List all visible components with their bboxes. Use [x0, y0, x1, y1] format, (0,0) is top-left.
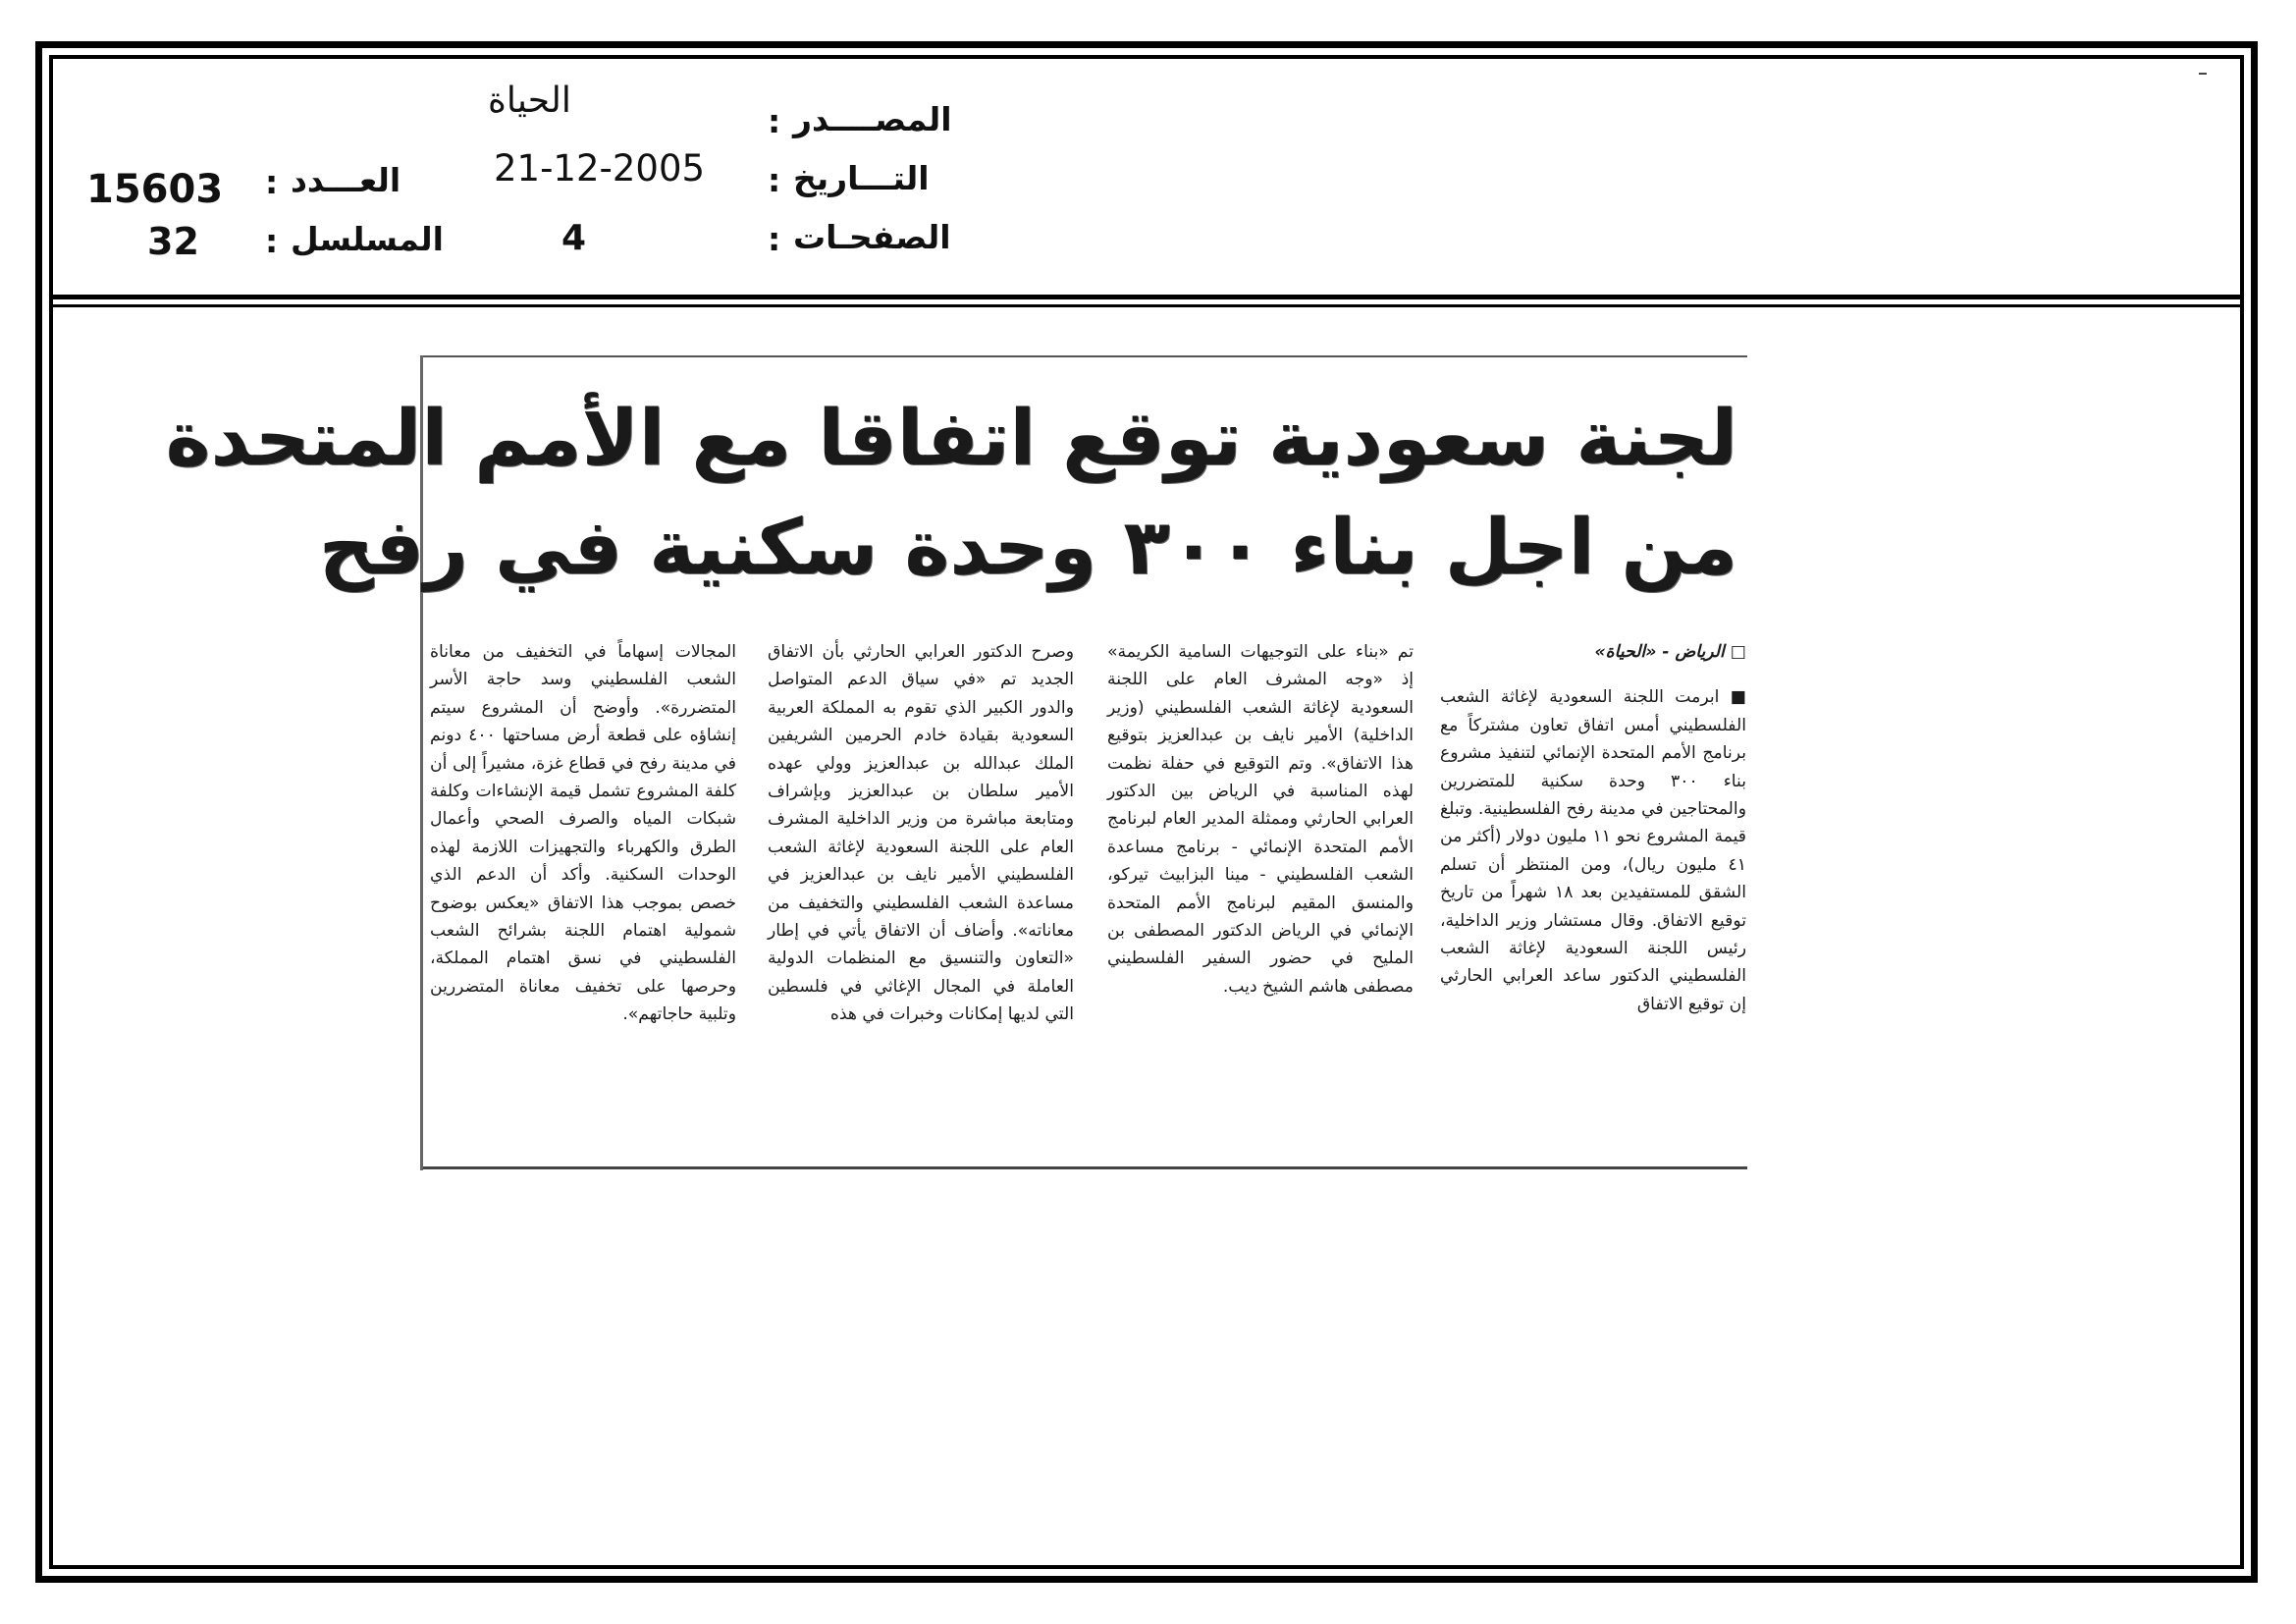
issue-colon: :	[265, 163, 279, 201]
article-column-3: وصرح الدكتور العرابي الحارثي بأن الاتفاق الجديد تم «في سياق الدعم المتواصل والدور الكبير الذي تقوم به المملكة العربية السعودية بقيادة خادم الحرمين الشريفين الملك عبدالله بن عبدالعزيز وولي عهده الأمير سلطان بن عبدالعزيز وبإشراف ومتابعة مباشرة من وزير الداخلية المشرف العام على اللجنة السعودية لإغاثة الشعب الفلسطيني الأمير نايف بن عبدالعزيز في مساعدة الشعب الفلسطيني والتخفيف من معاناته». وأضاف أن الاتفاق يأتي في إطار «التعاون والتنسيق مع المنظمات الدولية العاملة في المجال الإغاثي في فلسطين التي لديها إمكانات وخبرات في هذه	[768, 642, 1074, 1025]
date-colon: :	[768, 161, 781, 199]
serial-colon: :	[265, 222, 279, 260]
pages-label: الصفحـات	[793, 218, 951, 256]
clipping-bottom-rule	[423, 1166, 1747, 1169]
source-colon: :	[768, 102, 781, 140]
serial-value: 32	[147, 220, 199, 263]
pages-value: 4	[561, 218, 587, 258]
corner-mark	[2199, 73, 2207, 75]
header-divider-thin	[49, 304, 2244, 307]
headline-line-1: لجنة سعودية توقع اتفاقا مع الأمم المتحدة	[165, 395, 1737, 483]
date-label: التـــاريخ	[793, 159, 930, 197]
article-dateline: □ الرياض - «الحياة»	[1594, 642, 1746, 662]
issue-value: 15603	[86, 167, 224, 212]
header-divider	[49, 295, 2244, 299]
article-column-1	[1440, 638, 1746, 1018]
headline-line-2: من اجل بناء ٣٠٠ وحدة سكنية في رفح	[318, 504, 1737, 592]
article-column-2: تم «بناء على التوجيهات السامية الكريمة» إذ «وجه المشرف العام على اللجنة السعودية لإغاثة الشعب الفلسطيني (وزير الداخلية) الأمير نايف بن عبدالعزيز بتوقيع هذا الاتفاق». وتم التوقيع في حفلة نظمت لهذه المناسبة في الرياض بين الدكتور العرابي الحارثي وممثلة المدير العام لبرنامج الأمم المتحدة الإنمائي - برنامج مساعدة الشعب الفلسطيني - مينا البزابيث تيركو، والمنسق المقيم لبرنامج الأمم المتحدة الإنمائي في الرياض الدكتور المصطفى بن المليح في حضور السفير الفلسطيني مصطفى هاشم الشيخ ديب.	[1107, 642, 1414, 997]
issue-label: العـــدد	[291, 161, 401, 199]
article-column-4: المجالات إسهاماً في التخفيف من معاناة الشعب الفلسطيني وسد حاجة الأسر المتضررة». وأوضح أن المشروع سيتم إنشاؤه على قطعة أرض مساحتها ٤٠٠ دونم في مدينة رفح في قطاع غزة، مشيراً إلى أن كلفة المشروع تشمل قيمة الإنشاءات وكلفة شبكات المياه والصرف الصحي وأعمال الطرق والكهرباء والتجهيزات اللازمة لهذه الوحدات السكنية. وأكد أن الدعم الذي خصص بموجب هذا الاتفاق «يعكس بوضوح شمولية اهتمام اللجنة بشرائح الشعب الفلسطيني في نسق اهتمام المملكة، وحرصها على تخفيف معاناة المتضررين وتلبية حاجاتهم».	[430, 642, 737, 1025]
article-column-1-text: ■ ابرمت اللجنة السعودية لإغاثة الشعب الفلسطيني أمس اتفاق تعاون مشتركاً مع برنامج الأمم المتحدة الإنمائي لتنفيذ مشروع بناء ٣٠٠ وحدة سكنية للمتضررين والمحتاجين في مدينة رفح الفلسطينية. وتبلغ قيمة المشروع نحو ١١ مليون دولار (أكثر من ٤١ مليون ريال)، ومن المنتظر أن تسلم الشقق للمستفيدين بعد ١٨ شهراً من تاريخ توقيع الاتفاق. وقال مستشار وزير الداخلية، رئيس اللجنة السعودية لإغاثة الشعب الفلسطيني الدكتور ساعد العرابي الحارثي إن توقيع الاتفاق	[1440, 687, 1747, 1014]
source-label: المصــــدر	[793, 100, 952, 138]
serial-label: المسلسل	[291, 220, 444, 258]
pages-colon: :	[768, 220, 781, 258]
date-value: 21-12-2005	[494, 147, 706, 189]
clipping-top-rule	[423, 355, 1747, 357]
source-value: الحياة	[488, 81, 571, 121]
